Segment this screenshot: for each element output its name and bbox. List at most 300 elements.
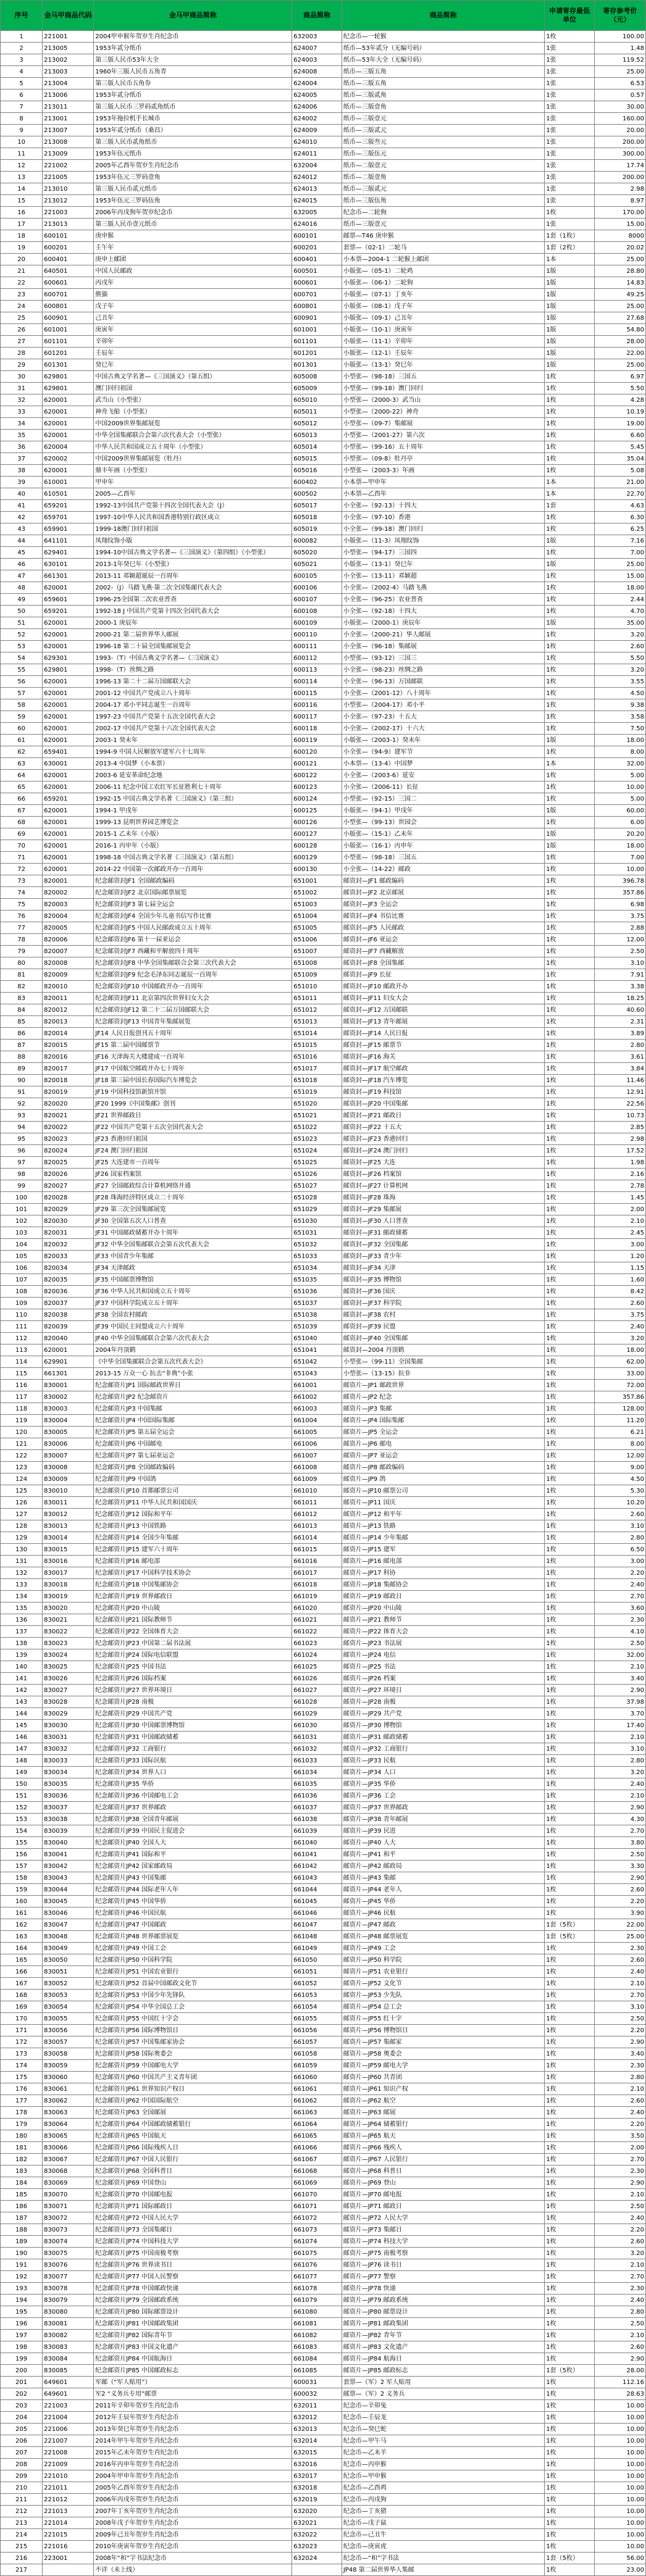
cell-code: 221014 xyxy=(43,2517,94,2529)
cell-name2: 纸币—三版贰元 xyxy=(342,125,544,136)
cell-code2: 605015 xyxy=(292,453,342,465)
cell-price: 40.60 xyxy=(594,1004,645,1016)
cell-unit: 1枚 xyxy=(545,465,595,477)
cell-name: 2013年癸巳年贺岁生肖纪念币 xyxy=(94,2424,292,2435)
cell-code: 601201 xyxy=(43,348,94,359)
cell-price: 2.40 xyxy=(594,1321,645,1333)
cell-name2: 邮资片—JP27 环境日 xyxy=(342,1685,544,1696)
table-row xyxy=(1,969,646,981)
cell-name: 纪念邮资片JP26 国际档案 xyxy=(94,1673,292,1685)
table-row xyxy=(1,488,646,500)
cell-name2: 邮资片—JP47 邮政 xyxy=(342,1919,544,1931)
cell-price: 2.50 xyxy=(594,1849,645,1861)
cell-code: 600901 xyxy=(43,312,94,324)
cell-name2: 邮资封—JF29 集邮展 xyxy=(342,1204,544,1215)
table-row xyxy=(1,301,646,312)
cell-code2: 651017 xyxy=(292,1063,342,1075)
table-row xyxy=(1,2494,646,2506)
cell-code2: 661058 xyxy=(292,2048,342,2060)
table-row xyxy=(1,2189,646,2201)
cell-name: 2015年乙未年贺岁生肖纪念币 xyxy=(94,2447,292,2459)
cell-code2: 605012 xyxy=(292,418,342,430)
cell-price: 2.10 xyxy=(594,1661,645,1673)
cell-unit: 1枚 xyxy=(545,887,595,899)
cell-name2: 邮资封—JF15 邮票节 xyxy=(342,1040,544,1051)
table-row xyxy=(1,1802,646,1814)
cell-price: 2.31 xyxy=(594,1016,645,1028)
cell-code2: 661013 xyxy=(292,1520,342,1532)
cell-unit: 1枚 xyxy=(545,1473,595,1485)
cell-name: 中国古典文学名著—《三国演义》（第五组） xyxy=(94,371,292,383)
cell-name2: 小全张—（2006-11）长征 xyxy=(342,782,544,793)
table-row xyxy=(1,911,646,922)
cell-code: 830084 xyxy=(43,2353,94,2365)
cell-price: 10.19 xyxy=(594,406,645,418)
cell-code: 620001 xyxy=(43,688,94,699)
cell-unit: 1枚 xyxy=(545,1063,595,1075)
cell-code: 213009 xyxy=(43,148,94,160)
cell-name2: 小本票—（13-4）中国梦 xyxy=(342,758,544,770)
cell-code: 830045 xyxy=(43,1896,94,1907)
table-row xyxy=(1,652,646,664)
cell-name2: 邮资封—JF5 人民邮政 xyxy=(342,922,544,934)
cell-code: 830066 xyxy=(43,2142,94,2154)
cell-unit: 1枚 xyxy=(545,1509,595,1520)
cell-name: 1953年伍元三罗码伍角 xyxy=(94,195,292,207)
cell-code2: 600123 xyxy=(292,782,342,793)
cell-name2: 小版张—（09-1）己丑年 xyxy=(342,312,544,324)
cell-name: JF23 香港回归祖国 xyxy=(94,1133,292,1145)
cell-code: 629901 xyxy=(43,1356,94,1368)
cell-no: 78 xyxy=(1,934,43,946)
table-row xyxy=(1,2248,646,2259)
cell-code: 830067 xyxy=(43,2154,94,2165)
cell-code: 620001 xyxy=(43,418,94,430)
cell-code2: 651034 xyxy=(292,1262,342,1274)
table-row xyxy=(1,219,646,230)
cell-unit: 1枚 xyxy=(545,1825,595,1837)
cell-price: 2.70 xyxy=(594,1990,645,2001)
cell-no: 126 xyxy=(1,1497,43,1509)
table-row xyxy=(1,547,646,559)
cell-code2: 632021 xyxy=(292,2517,342,2529)
cell-name2: 邮资封—JF17 航空邮政 xyxy=(342,1063,544,1075)
table-row xyxy=(1,2224,646,2236)
cell-code: 830054 xyxy=(43,2001,94,2013)
cell-code: 820006 xyxy=(43,934,94,946)
table-row xyxy=(1,2459,646,2470)
cell-unit: 1枚 xyxy=(545,2013,595,2025)
table-row xyxy=(1,1544,646,1556)
table-row xyxy=(1,1427,646,1438)
cell-price: 19.00 xyxy=(594,418,645,430)
table-row xyxy=(1,183,646,195)
table-row xyxy=(1,1438,646,1450)
cell-code2: 661007 xyxy=(292,1450,342,1462)
cell-price: 2.90 xyxy=(594,2036,645,2048)
cell-name2: 邮资片—JP32 工商银行 xyxy=(342,1743,544,1755)
cell-price: 4.50 xyxy=(594,1473,645,1485)
cell-unit: 1枚 xyxy=(545,1778,595,1790)
cell-code2: 651031 xyxy=(292,1227,342,1239)
cell-code: 830016 xyxy=(43,1556,94,1567)
cell-no: 52 xyxy=(1,629,43,641)
cell-price: 10.00 xyxy=(594,2494,645,2506)
cell-no: 200 xyxy=(1,2365,43,2377)
cell-code: 221008 xyxy=(43,2447,94,2459)
table-row xyxy=(1,2470,646,2482)
cell-code: 830058 xyxy=(43,2048,94,2060)
cell-code2: 624004 xyxy=(292,78,342,90)
cell-no: 216 xyxy=(1,2553,43,2564)
cell-name: 纪念邮资片JP7 第七届亚运会 xyxy=(94,1450,292,1462)
cell-code2: 661077 xyxy=(292,2271,342,2283)
cell-no: 188 xyxy=(1,2224,43,2236)
cell-code: 213003 xyxy=(43,66,94,78)
cell-code2: 661074 xyxy=(292,2236,342,2248)
table-row xyxy=(1,688,646,699)
cell-code: 830073 xyxy=(43,2224,94,2236)
table-row xyxy=(1,1614,646,1626)
cell-code: 830028 xyxy=(43,1696,94,1708)
table-row xyxy=(1,2330,646,2341)
cell-code: 620001 xyxy=(43,840,94,852)
cell-name: 纪念邮资片JP44 国际老年人年 xyxy=(94,1884,292,1896)
header-unit: 申请寄存最低单位 xyxy=(545,1,595,31)
cell-name: 纪念邮资片JP75 中国南极考察 xyxy=(94,2248,292,2259)
cell-unit: 1枚 xyxy=(545,1391,595,1403)
cell-unit: 1套（1枚） xyxy=(545,230,595,242)
table-row xyxy=(1,2130,646,2142)
cell-price: 10.00 xyxy=(594,2459,645,2470)
cell-code2: 661061 xyxy=(292,2083,342,2095)
cell-price: 4.50 xyxy=(594,688,645,699)
cell-name: 纪念邮资片JP33 国际民航 xyxy=(94,1755,292,1767)
table-row xyxy=(1,1063,646,1075)
cell-unit: 1枚 xyxy=(545,2072,595,2083)
cell-name: 2008年戊子年贺岁生肖纪念币 xyxy=(94,2517,292,2529)
cell-unit: 1枚 xyxy=(545,570,595,582)
cell-price: 18.25 xyxy=(594,993,645,1004)
cell-no: 162 xyxy=(1,1919,43,1931)
cell-price: 32.00 xyxy=(594,758,645,770)
table-row xyxy=(1,1145,646,1157)
cell-code2: 600401 xyxy=(292,254,342,265)
cell-price: 56.00 xyxy=(594,2553,645,2564)
cell-no: 138 xyxy=(1,1638,43,1649)
cell-code2: 661024 xyxy=(292,1649,342,1661)
table-row xyxy=(1,2165,646,2177)
cell-price: 8000 xyxy=(594,230,645,242)
table-row xyxy=(1,1825,646,1837)
cell-code: 820016 xyxy=(43,1051,94,1063)
table-row xyxy=(1,1157,646,1169)
cell-name2: 邮资片—JP29 共产党 xyxy=(342,1708,544,1720)
cell-code2: 661054 xyxy=(292,2001,342,2013)
cell-code2: 600112 xyxy=(292,652,342,664)
cell-code: 620004 xyxy=(43,441,94,453)
cell-name2: 纸币—三版伍角 xyxy=(342,195,544,207)
cell-code: 620001 xyxy=(43,711,94,723)
cell-code2: 661012 xyxy=(292,1509,342,1520)
cell-unit: 1枚 xyxy=(545,1016,595,1028)
cell-unit: 1枚 xyxy=(545,453,595,465)
table-row xyxy=(1,1298,646,1309)
cell-name2: 小型张—（99-11）全国集邮 xyxy=(342,1356,544,1368)
cell-code: 830064 xyxy=(43,2119,94,2130)
cell-unit: 1枚 xyxy=(545,2353,595,2365)
cell-name: 2013-15 万众一心 抗击“非典”小张 xyxy=(94,1368,292,1380)
cell-name2: 小全张—（96-18）集邮展 xyxy=(342,641,544,652)
cell-name2: 小本票—2004-1 二轮猴上邮团 xyxy=(342,254,544,265)
cell-unit: 1枚 xyxy=(545,2259,595,2271)
cell-price: 2.60 xyxy=(594,641,645,652)
cell-code2: 661037 xyxy=(292,1802,342,1814)
cell-name: 戊子年 xyxy=(94,301,292,312)
cell-code2: 651036 xyxy=(292,1286,342,1298)
table-row xyxy=(1,1978,646,1990)
cell-unit: 1枚 xyxy=(545,969,595,981)
cell-name2: 邮资封—JF38 农村 xyxy=(342,1309,544,1321)
cell-unit: 1版 xyxy=(545,312,595,324)
cell-name2: 纸币—三版壹角 xyxy=(342,101,544,113)
cell-no: 135 xyxy=(1,1603,43,1614)
cell-name2: 小版张—（15-1）乙未年 xyxy=(342,828,544,840)
cell-price: 3.89 xyxy=(594,1028,645,1040)
cell-code: 830042 xyxy=(43,1861,94,1872)
cell-unit: 1枚 xyxy=(545,1884,595,1896)
cell-price: 10.00 xyxy=(594,2541,645,2553)
cell-code: 601001 xyxy=(43,324,94,336)
cell-name: 纪念邮资片JP29 中国共产党 xyxy=(94,1708,292,1720)
table-row xyxy=(1,2553,646,2564)
cell-code: 820009 xyxy=(43,969,94,981)
cell-price: 0.57 xyxy=(594,90,645,101)
cell-code2: 661034 xyxy=(292,1767,342,1778)
cell-code2: 661001 xyxy=(292,1380,342,1391)
cell-name2: 邮资片—JP19 邮政日 xyxy=(342,1591,544,1603)
cell-code2: 661079 xyxy=(292,2295,342,2306)
table-row xyxy=(1,1380,646,1391)
cell-name2: 小全张—（2000-21）华人邮展 xyxy=(342,629,544,641)
cell-name: JF17 中国航空邮政开办七十周年 xyxy=(94,1063,292,1075)
cell-code: 830010 xyxy=(43,1485,94,1497)
cell-unit: 1枚 xyxy=(545,1814,595,1825)
cell-name: 纪念邮资片JP74 中国科技大学 xyxy=(94,2236,292,2248)
table-row xyxy=(1,2447,646,2459)
cell-name: 1996-18 第二十届全国集邮展览会 xyxy=(94,641,292,652)
cell-unit: 1枚 xyxy=(545,899,595,911)
cell-unit: 1枚 xyxy=(545,1743,595,1755)
cell-no: 106 xyxy=(1,1262,43,1274)
cell-no: 151 xyxy=(1,1790,43,1802)
cell-name2: 纸币—三版伍元 xyxy=(342,148,544,160)
cell-code: 620001 xyxy=(43,817,94,828)
cell-no: 179 xyxy=(1,2119,43,2130)
cell-code2: 632024 xyxy=(292,2553,342,2564)
cell-name2: 邮资片—JP43 集邮 xyxy=(342,1872,544,1884)
cell-unit: 1枚 xyxy=(545,2341,595,2353)
cell-unit: 1枚 xyxy=(545,711,595,723)
cell-code2: 632012 xyxy=(292,2412,342,2424)
cell-name: 纪念邮资片JP5 第五届全运会 xyxy=(94,1427,292,1438)
cell-unit: 1枚 xyxy=(545,594,595,606)
cell-name2: 小版张—（06-1）二轮狗 xyxy=(342,277,544,289)
cell-code2: 661060 xyxy=(292,2072,342,2083)
cell-code2: 600128 xyxy=(292,840,342,852)
cell-name: 2010年庚寅年贺岁生肖纪念币 xyxy=(94,2541,292,2553)
cell-name: 1992-13中国共产党第十四次全国代表大会（J） xyxy=(94,500,292,512)
cell-unit: 1枚 xyxy=(545,2130,595,2142)
cell-no: 203 xyxy=(1,2400,43,2412)
cell-name: 1992-18 J 中国共产党第十四次全国代表大会 xyxy=(94,606,292,617)
cell-price: 2.30 xyxy=(594,2283,645,2295)
cell-unit: 1枚 xyxy=(545,2095,595,2107)
cell-price: 2.50 xyxy=(594,946,645,957)
cell-name: 中国人民邮政 xyxy=(94,265,292,277)
cell-price: 6.30 xyxy=(594,512,645,523)
cell-name2: 纸币—三版五角 xyxy=(342,78,544,90)
cell-no: 23 xyxy=(1,289,43,301)
cell-code: 620001 xyxy=(43,805,94,817)
cell-name2: 邮资片—JP76 读书日 xyxy=(342,2259,544,2271)
cell-name: 神舟飞船（小型张） xyxy=(94,406,292,418)
cell-unit: 1枚 xyxy=(545,934,595,946)
cell-no: 127 xyxy=(1,1509,43,1520)
table-row xyxy=(1,617,646,629)
cell-name: 中国2009世界集邮展览（牡丹） xyxy=(94,453,292,465)
cell-code: 830003 xyxy=(43,1403,94,1415)
cell-price: 22.00 xyxy=(594,348,645,359)
cell-code: 820021 xyxy=(43,1110,94,1122)
cell-name2: 小型张—（2003-3）年画 xyxy=(342,465,544,477)
cell-code: 221016 xyxy=(43,2541,94,2553)
cell-code: 659201 xyxy=(43,793,94,805)
cell-name2: 纸币—三版五角 xyxy=(342,66,544,78)
cell-name: 纪念邮资片JP56 国际博物馆日 xyxy=(94,2025,292,2036)
table-row xyxy=(1,254,646,265)
cell-price: 2.80 xyxy=(594,1532,645,1544)
cell-code2: 661019 xyxy=(292,1591,342,1603)
cell-name: 纪念邮资片JP82 国际青年节 xyxy=(94,2330,292,2341)
cell-no: 53 xyxy=(1,641,43,652)
cell-no: 80 xyxy=(1,957,43,969)
cell-unit: 1版 xyxy=(545,735,595,746)
cell-name2: 邮资片—JP54 总工会 xyxy=(342,2001,544,2013)
cell-code: 620001 xyxy=(43,699,94,711)
cell-unit: 1枚 xyxy=(545,746,595,758)
table-row xyxy=(1,136,646,148)
table-row xyxy=(1,1591,646,1603)
cell-unit: 1枚 xyxy=(545,1215,595,1227)
cell-no: 85 xyxy=(1,1016,43,1028)
cell-name: 2003-6 延安革命纪念地 xyxy=(94,770,292,782)
cell-no: 35 xyxy=(1,430,43,441)
table-row xyxy=(1,606,646,617)
cell-name: 纪念邮资封JF6 第十一届亚运会 xyxy=(94,934,292,946)
table-row xyxy=(1,2036,646,2048)
cell-name2: 小全张—（92-18）十四大 xyxy=(342,606,544,617)
table-row xyxy=(1,312,646,324)
cell-code2: 661062 xyxy=(292,2095,342,2107)
cell-code: 820013 xyxy=(43,1016,94,1028)
cell-code2: 661045 xyxy=(292,1896,342,1907)
cell-name2: 邮资封—JF34 天津 xyxy=(342,1262,544,1274)
cell-code2: 661028 xyxy=(292,1696,342,1708)
cell-unit: 1枚 xyxy=(545,1309,595,1321)
cell-code: 820004 xyxy=(43,911,94,922)
cell-name2: 纸币—53年大全（无编号码） xyxy=(342,54,544,66)
cell-no: 180 xyxy=(1,2130,43,2142)
cell-price: 2.10 xyxy=(594,1732,645,1743)
cell-no: 214 xyxy=(1,2529,43,2541)
cell-unit: 1版 xyxy=(545,336,595,348)
cell-name2: 邮资片—JP67 人民银行 xyxy=(342,2154,544,2165)
cell-price: 10.00 xyxy=(594,2424,645,2435)
cell-price: 10.00 xyxy=(594,782,645,793)
cell-name2: 邮资片—JP21 教师节 xyxy=(342,1614,544,1626)
cell-unit: 1张 xyxy=(545,148,595,160)
cell-unit: 1枚 xyxy=(545,981,595,993)
cell-no: 75 xyxy=(1,899,43,911)
cell-name: 纪念邮资片JP18 中国集邮协会 xyxy=(94,1579,292,1591)
cell-code: 620001 xyxy=(43,828,94,840)
cell-no: 13 xyxy=(1,172,43,183)
cell-unit: 1版 xyxy=(545,805,595,817)
cell-unit: 1张 xyxy=(545,183,595,195)
cell-no: 38 xyxy=(1,465,43,477)
cell-price: 18.00 xyxy=(594,735,645,746)
cell-code2: 661033 xyxy=(292,1755,342,1767)
cell-no: 147 xyxy=(1,1743,43,1755)
cell-name: JF29 第三次全国集邮展览 xyxy=(94,1204,292,1215)
cell-unit: 1枚 xyxy=(545,629,595,641)
cell-price: 2.00 xyxy=(594,2142,645,2154)
table-row xyxy=(1,664,646,676)
cell-code2: 600901 xyxy=(292,312,342,324)
cell-unit: 1枚 xyxy=(545,875,595,887)
cell-name2: 邮资封—JF26 档案馆 xyxy=(342,1169,544,1180)
cell-no: 1 xyxy=(1,31,43,43)
cell-unit: 1枚 xyxy=(545,1086,595,1098)
cell-name2: 邮资封—JF1 邮政编码 xyxy=(342,875,544,887)
cell-code: 820011 xyxy=(43,993,94,1004)
cell-no: 2 xyxy=(1,43,43,54)
cell-price: 12.00 xyxy=(594,1450,645,1462)
cell-unit: 1版 xyxy=(545,277,595,289)
cell-code: 830061 xyxy=(43,2083,94,2095)
cell-unit: 1枚 xyxy=(545,2424,595,2435)
cell-code: 610501 xyxy=(43,488,94,500)
cell-name: 2011年辛卯年贺岁生肖纪念币 xyxy=(94,2400,292,2412)
cell-name2: 邮资片—JP13 铁路 xyxy=(342,1520,544,1532)
cell-name2: 小版张—（94-1）甲戌年 xyxy=(342,805,544,817)
cell-no: 129 xyxy=(1,1532,43,1544)
cell-code2: 661003 xyxy=(292,1403,342,1415)
cell-no: 69 xyxy=(1,828,43,840)
cell-no: 134 xyxy=(1,1591,43,1603)
cell-unit: 1枚 xyxy=(545,1544,595,1556)
cell-unit: 1枚 xyxy=(545,1098,595,1110)
table-row xyxy=(1,465,646,477)
cell-price: 9.38 xyxy=(594,699,645,711)
cell-name2: 纸币—三版贰元 xyxy=(342,183,544,195)
cell-name2: 邮资片—JP4 国际集邮 xyxy=(342,1415,544,1427)
cell-unit: 1枚 xyxy=(545,394,595,406)
table-row xyxy=(1,1333,646,1344)
cell-no: 178 xyxy=(1,2107,43,2119)
cell-code: 830044 xyxy=(43,1884,94,1896)
